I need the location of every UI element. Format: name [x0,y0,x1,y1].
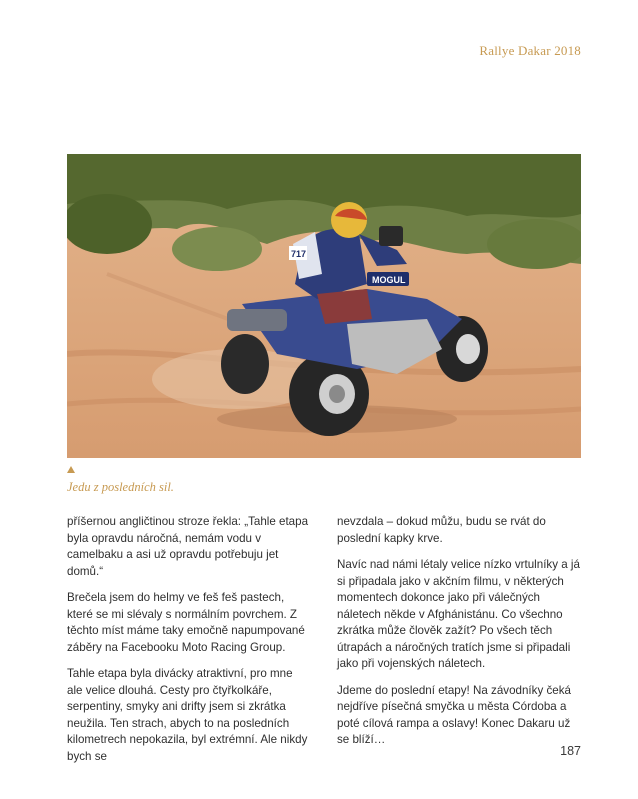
paragraph: příšernou angličtinou stroze řekla: „Tahle etapa byla opravdu náročná, nemám vodu v camelbaku a asi už opravdu potřebuju jet domů.“ [67,515,309,578]
running-header-title: Rallye Dakar 2018 [479,43,581,58]
rider-number-plate: 717 [291,249,307,259]
paragraph: Brečela jsem do helmy ve feš feš pastech, které se mi slévaly s normálním povrchem. Z těchto míst máme taky emočně napumpované záběry na Facebooku Moto Racing Group. [67,591,305,654]
bike-sponsor-text: MOGUL [372,275,406,285]
paragraph: nevzdala – dokud můžu, budu se rvát do poslední kapky krve. [337,515,546,545]
quad-rider-photo [67,154,581,458]
paragraph: Jdeme do poslední etapy! Na závodníky čeká nejdříve písečná smyčka u města Córdoba a poté cílová rampa a oslavy! Konec Dakaru už se blíží… [337,683,571,746]
paragraph: Navíc nad námi létaly velice nízko vrtulníky a já si připadala jako v akčním filmu, v některých momentech dokonce jako při válečných náletech někde v Afghánistánu. Co všechno zkrátka může člověk zažít? Po všech těch útrapách a náročných tratích jsme si připadali jako při vojenských náletech. [337,558,580,670]
caption-triangle-icon [67,466,75,473]
page-number: 187 [560,744,581,758]
paragraph: Tahle etapa byla divácky atraktivní, pro mne ale velice dlouhá. Cesty pro čtyřkolkáře, serpentiny, smyky ani drifty jsem si zkrátka neužila. Ten strach, abych to na posledních kilometrech nepokazila, byl extrémní. Ale nikdy bych se [67,667,308,763]
text-column-right [337,514,581,749]
photo-caption: Jedu z posledních sil. [67,480,174,494]
text-column-left [67,514,311,765]
